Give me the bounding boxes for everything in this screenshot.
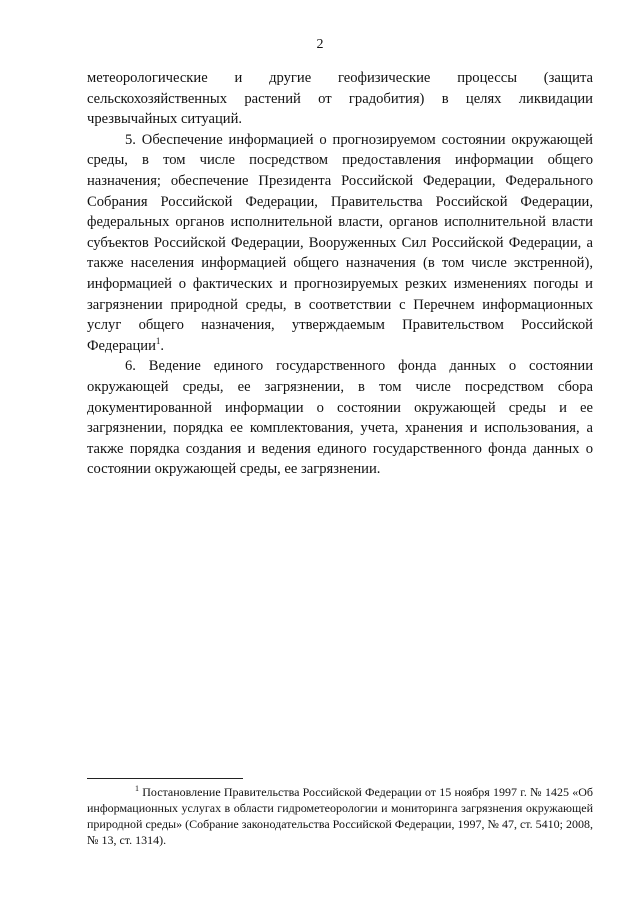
- footnote-text: Постановление Правительства Российской Федерации от 15 ноября 1997 г. № 1425 «Об информационных услугах в области гидрометеорологии и мониторинга загрязнения окружающей природной среды» (Собрание законодательства Российской Федерации, 1997, № 47, ст. 5410; 2008, № 13, ст. 1314).: [87, 785, 593, 847]
- footnote-reference: 1: [155, 335, 161, 346]
- document-body: [87, 68, 593, 480]
- paragraph-item-6: 6. Ведение единого государственного фонда данных о состоянии окружающей среды, ее загрязнении, в том числе посредством сбора документированной информации о состоянии окружающей среды и ее загрязнении, порядка ее комплектования, учета, хранения и использования, а также порядка создания и ведения единого государственного фонда данных о состоянии окружающей среды, ее загрязнении.: [87, 358, 593, 478]
- page-number: 2: [316, 37, 324, 52]
- paragraph-continuation: метеорологические и другие геофизические процессы (защита сельскохозяйственных растений от градобития) в целях ликвидации чрезвычайных ситуаций.: [87, 70, 593, 128]
- paragraph-item-5: [87, 130, 593, 357]
- footnote-marker: 1: [135, 784, 139, 793]
- footnote-separator: [87, 778, 243, 779]
- item-5-end: .: [160, 337, 165, 354]
- footnote: [87, 784, 593, 848]
- footnote-paragraph: [87, 784, 593, 848]
- item-5-text: 5. Обеспечение информацией о прогнозируемом состоянии окружающей среды, в том числе посредством предоставления информации общего назначения; обеспечение Президента Российской Федерации, Федерального Собрания Российской Федерации, Правительства Российской Федерации, федеральных органов исполнительной власти, органов исполнительной власти субъектов Российской Федерации, Вооруженных Сил Российской Федерации, а также населения информацией общего назначения (в том числе экстренной), информацией о фактических и прогнозируемых резких изменениях погоды и загрязнении природной среды, в соответствии с Перечнем информационных услуг общего назначения, утверждаемым Правительством Российской Федерации: [87, 131, 593, 354]
